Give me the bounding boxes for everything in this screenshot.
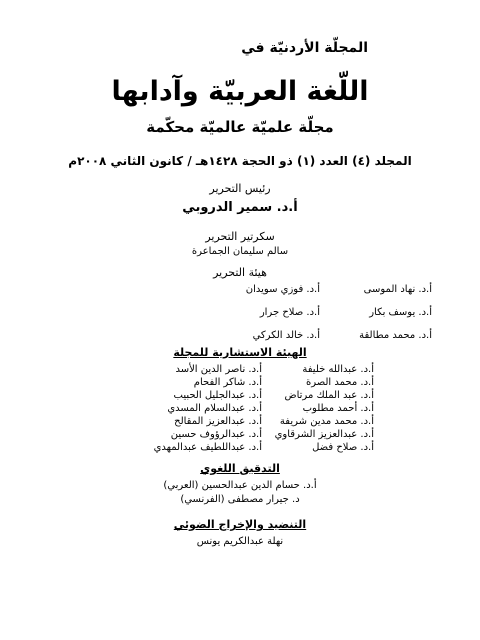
list-item: أ.د. ناصر الدين الأسد (175, 364, 262, 375)
list-item: أ.د. صلاح فضل (312, 442, 374, 453)
list-item: أ.د. عبدالجليل الحبيب (173, 390, 262, 401)
editor-in-chief-name: أ.د. سمير الدروبي (182, 200, 298, 215)
list-item: أ.د. خالد الكركي (252, 330, 320, 341)
journal-title: اللّغة العربيّة وآدابها (111, 76, 369, 107)
list-item: أ.د. محمد مطالقة (359, 330, 432, 341)
list-item (96, 284, 208, 295)
list-item: أ.د. عبدالله خليفة (302, 364, 374, 375)
list-item: أ.د. محمد الصرة (305, 377, 374, 388)
list-item (96, 307, 208, 318)
advisory-board-list (150, 364, 374, 453)
production-title: التنضيد والإخراج الضوئي (173, 518, 307, 531)
issue-line: المجلد (٤) العدد (١) ذو الحجة ١٤٢٨هـ / كانون الثاني ٢٠٠٨م (68, 154, 412, 168)
list-item: أ.د. عبدالعزيز الشرقاوي (274, 429, 374, 440)
language-review-title: التدقيق اللغوي (200, 462, 280, 475)
editorial-board-title: هيئة التحرير (213, 266, 267, 279)
advisory-board-title: الهيئة الاستشارية للمجلة (173, 346, 307, 359)
list-item: أ.د. شاكر الفحام (193, 377, 262, 388)
list-item: أ.د. عبد الملك مرتاض (284, 390, 374, 401)
journal-top-line: المجلّة الأردنيّة في (241, 40, 368, 56)
production-name: نهلة عبدالكريم يونس (196, 536, 284, 547)
list-item: أ.د. فوزي سويدان (245, 284, 320, 295)
language-review-member: د. جيرار مصطفى (الفرنسي) (180, 494, 300, 505)
secretary-title: سكرتير التحرير (205, 230, 275, 243)
list-item: أ.د. يوسف بكار (369, 307, 432, 318)
list-item: أ.د. صلاح جرار (259, 307, 320, 318)
list-item: أ.د. عبدالعزيز المقالح (174, 416, 262, 427)
language-review-member: أ.د. حسام الدين عبدالحسين (العربي) (163, 480, 317, 491)
secretary-name: سالم سليمان الجماعرة (191, 246, 289, 257)
list-item: أ.د. محمد مدين شريفة (279, 416, 374, 427)
journal-subtitle: مجلّة علميّة عالميّة محكّمة (146, 118, 334, 136)
list-item: أ.د. عبدالرؤوف حسين (170, 429, 262, 440)
list-item: أ.د. عبداللطيف عبدالمهدي (153, 442, 262, 453)
list-item: أ.د. نهاد الموسى (363, 284, 432, 295)
list-item: أ.د. عبدالسلام المسدي (167, 403, 262, 414)
editor-in-chief-title: رئيس التحرير (209, 182, 271, 195)
list-item: أ.د. أحمد مطلوب (302, 403, 374, 414)
editorial-board-list (96, 284, 432, 341)
